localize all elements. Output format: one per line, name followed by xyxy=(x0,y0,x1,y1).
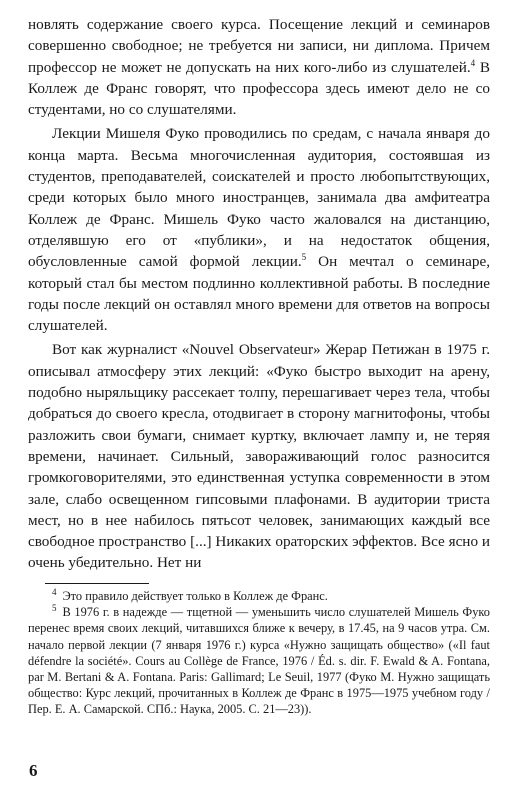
main-text xyxy=(28,14,490,574)
footnote-4 xyxy=(28,588,490,604)
paragraph-1-text: новлять содержание своего курса. Посещение лекций и семинаров совершенно свободное; не требуется ни записи, ни диплома. Причем профессор не может не допускать на них кого-либо из слушателей. xyxy=(28,16,490,76)
paragraph-2-text: Лекции Мишеля Фуко проводились по средам, с начала января до конца марта. Весьма многочисленная аудитория, состоявшая из студентов, преподавателей, соискателей и просто любопытствующих, среди которых было много иностранцев, занимала два амфитеатра Коллеж де Франс. Мишель Фуко часто жаловался на дистанцию, отделявшую его от «публики», и на недостаток общения, обусловленные самой формой лекции. xyxy=(28,125,490,271)
footnote-ref-5: 5 xyxy=(301,252,307,263)
footnote-ref-4: 4 xyxy=(470,57,476,68)
footnote-text: Это правило действует только в Коллеж де Франс. xyxy=(62,589,328,603)
footnote-5 xyxy=(28,604,490,717)
footnote-text: В 1976 г. в надежде — тщетной — уменьшить число слушателей Мишель Фуко перенес время своих лекций, читавшихся ближе к вечеру, в 17.45, на 9 часов утра. См. начало первой лекции (7 января 1976 г.) курса «Нужно защищать общество» («Il faut défendre la société». Cours au Collège de France, 1976 / Éd. s. dir. F. Ewald & A. Fontana, par M. Bertani & A. Fontana. Paris: Gallimard; Le Seuil, 1977 (Фуко М. Нужно защищать общество: Курс лекций, прочитанных в Коллеж де Франс в 1975—1975 учебном году / Пер. Е. А. Самарской. СПб.: Наука, 2005. С. 21—23)). xyxy=(28,605,490,717)
page-number: 6 xyxy=(29,761,38,780)
paragraph-2-tail: Он мечтал о семинаре, который стал бы местом подлинно коллективной работы. В последние годы после лекций он оставлял много времени для ответов на вопросы слушателей. xyxy=(28,253,491,335)
footnote-number: 5 xyxy=(52,603,57,614)
paragraph-1-tail: В Коллеж де Франс говорят, что профессора здесь имеют дело не со студентами, но со слушателями. xyxy=(28,58,490,119)
footnotes xyxy=(28,588,490,718)
paragraph-1 xyxy=(28,14,490,120)
footnote-number: 4 xyxy=(52,586,57,597)
paragraph-3: Вот как журналист «Nouvel Observateur» Жерар Петижан в 1975 г. описывал атмосферу этих лекций: «Фуко быстро выходит на арену, подобно ныряльщику рассекает толпу, перешагивает через тела, чтобы добраться до своего кресла, отодвигает в сторону магнитофоны, чтобы разложить свои бумаги, снимает куртку, включает лампу и, не теряя времени, начинает. Сильный, завораживающий голос разносится громкоговорителями, это единственная уступка современности в этом зале, слабо освещенном гипсовыми плафонами. В аудитории триста мест, но в нее набилось пятьсот человек, занимающих каждый все свободное пространство [...] Никаких ораторских эффектов. Все ясно и очень убедительно. Нет ни xyxy=(28,341,490,572)
footnote-separator xyxy=(45,583,149,584)
paragraph-2 xyxy=(28,123,490,336)
